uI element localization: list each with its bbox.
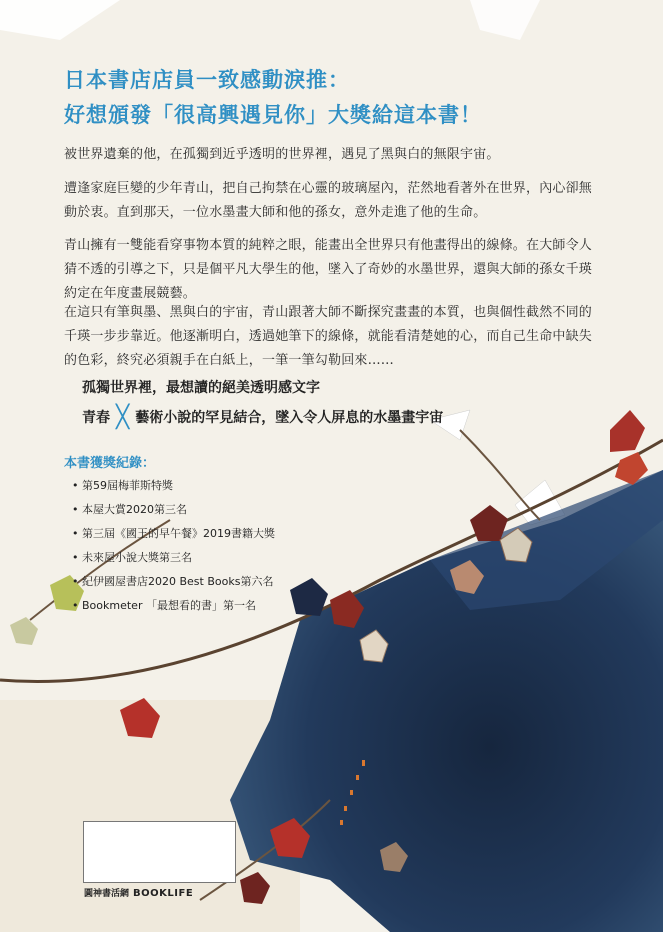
award-item: • 第59屆梅菲斯特獎 [72, 474, 275, 498]
award-item: • 紀伊國屋書店2020 Best Books第六名 [72, 570, 275, 594]
synopsis-paragraph-4: 在這只有筆與墨、黑與白的宇宙，青山跟著大師不斷探究畫畫的本質，也與個性截然不同的千瑛一步步靠近。他逐漸明白，透過她筆下的線條，就能看清楚她的心，而自己生命中缺失的色彩，終究必須親手在白紙上，一筆一筆勾勒回來…… [64, 305, 593, 368]
synopsis-paragraph-3: 青山擁有一雙能看穿事物本質的純粹之眼，能畫出全世界只有他畫得出的線條。在大師令人猜不透的引導之下，只是個平凡大學生的他，墜入了奇妙的水墨世界，還與大師的孫女千瑛約定在年度畫展競藝。 [64, 238, 593, 301]
tagline-art-novel: 藝術小說的罕見結合，墜入令人屏息的水墨畫宇宙 [135, 410, 444, 426]
barcode-placeholder [83, 821, 236, 883]
headline-line-1: 日本書店店員一致感動淚推： [64, 68, 350, 92]
headline-line-2: 好想頒發「很高興遇見你」大獎給這本書！ [64, 103, 482, 127]
cross-icon: ╳ [116, 405, 130, 430]
tagline-line-2 [82, 405, 443, 430]
tagline-youth: 青春 [82, 410, 110, 426]
tagline-line-1: 孤獨世界裡，最想讀的絕美透明感文字 [82, 380, 320, 396]
awards-list [72, 474, 275, 618]
synopsis-paragraph-2: 遭逢家庭巨變的少年青山，把自己拘禁在心靈的玻璃屋內，茫然地看著外在世界，內心卻無動於衷。直到那天，一位水墨畫大師和他的孫女，意外走進了他的生命。 [64, 181, 593, 220]
award-item: • 第三屆《國王的早午餐》2019書籍大獎 [72, 522, 275, 546]
publisher-mark [84, 886, 193, 899]
publisher-name: 圓神書活網 [84, 889, 130, 899]
synopsis-paragraph-1: 被世界遺棄的他，在孤獨到近乎透明的世界裡，遇見了黑與白的無限宇宙。 [64, 147, 500, 162]
award-item: • 未來屋小說大獎第三名 [72, 546, 275, 570]
award-item: • Bookmeter 「最想看的書」第一名 [72, 594, 275, 618]
award-item: • 本屋大賞2020第三名 [72, 498, 275, 522]
awards-title: 本書獲獎紀錄： [64, 456, 156, 471]
publisher-brand: BOOKLIFE [133, 888, 194, 899]
